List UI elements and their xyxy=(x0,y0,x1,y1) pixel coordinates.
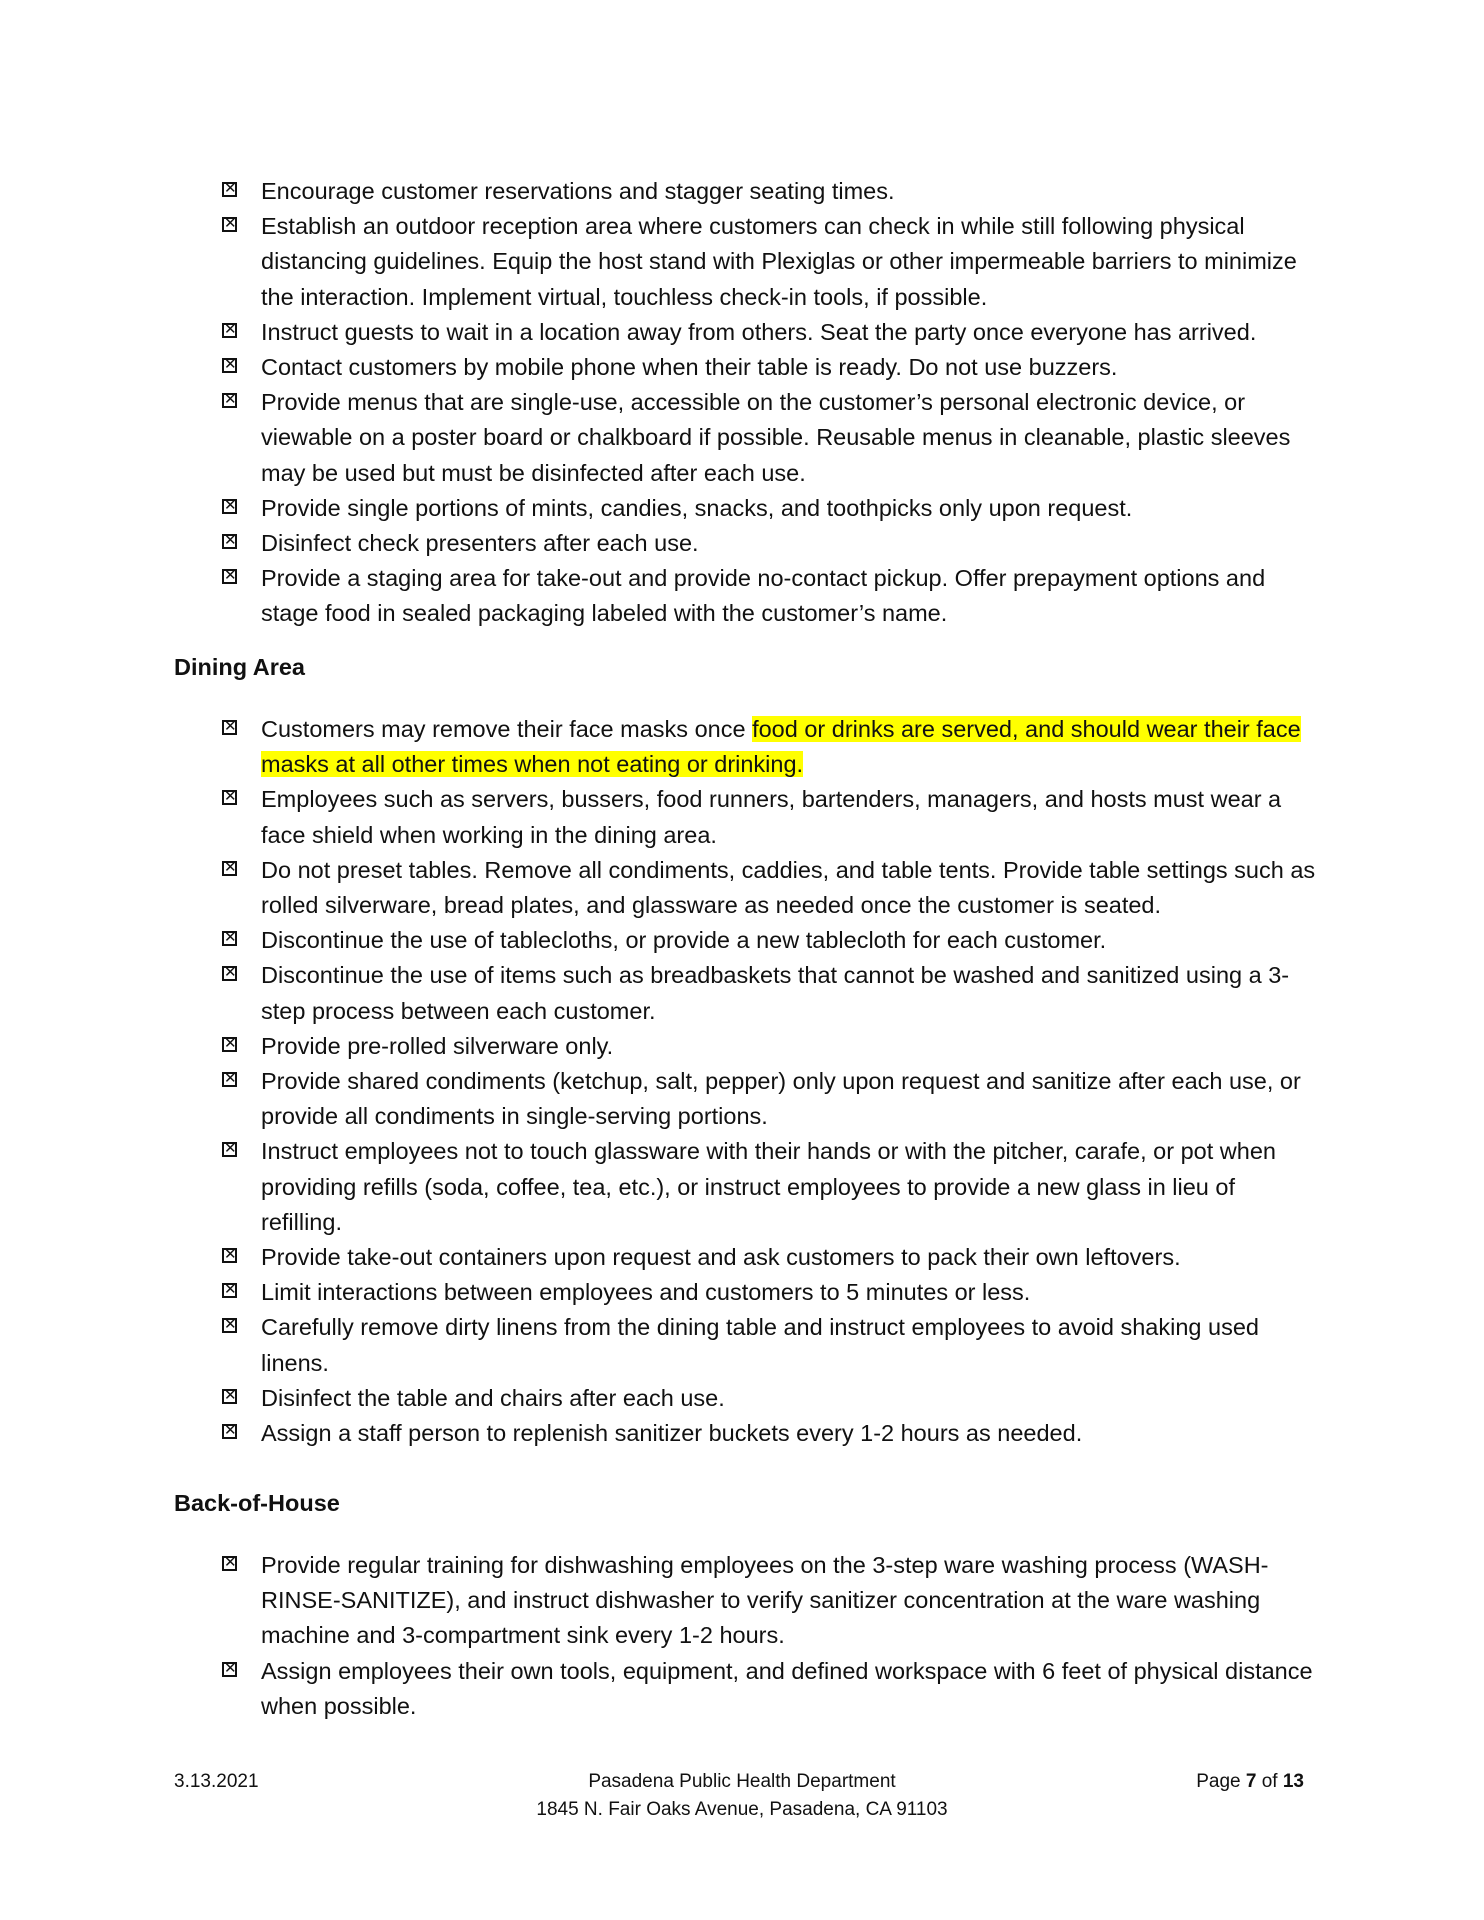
checkbox-checked-icon[interactable]: ✕ xyxy=(224,1139,237,1158)
list-item xyxy=(217,1029,1317,1064)
item-text: Instruct employees not to touch glassware with their hands or with the pitcher, carafe, or pot when providing refills (soda, coffee, tea, etc.), or instruct employees to provide a new glass in lieu of refilling. xyxy=(261,1138,1276,1235)
item-text: Disinfect the table and chairs after each use. xyxy=(261,1384,725,1411)
item-text: Provide shared condiments (ketchup, salt, pepper) only upon request and sanitize after each use, or provide all condiments in single-serving portions. xyxy=(261,1068,1301,1130)
section-heading-dining-area: Dining Area xyxy=(174,654,306,680)
checkbox-checked-icon[interactable]: ✕ xyxy=(224,1033,237,1052)
item-text: Provide a staging area for take-out and provide no-contact pickup. Offer prepayment options and stage food in sealed packaging labeled with the customer’s name. xyxy=(261,565,1266,627)
list-item xyxy=(217,1240,1317,1275)
item-text: Discontinue the use of tablecloths, or provide a new tablecloth for each customer. xyxy=(261,927,1107,954)
checkbox-checked-icon[interactable]: ✕ xyxy=(224,1280,237,1299)
list-item xyxy=(217,315,1317,350)
list-item xyxy=(217,491,1317,526)
list-item xyxy=(217,712,1317,782)
item-text: Encourage customer reservations and stagger seating times. xyxy=(261,178,895,204)
checkbox-checked-icon[interactable]: ✕ xyxy=(224,566,237,585)
item-text: Establish an outdoor reception area where customers can check in while still following physical distancing guidelines. Equip the host stand with Plexiglas or other impermeable barriers to minimize the interaction. Implement virtual, touchless check-in tools, if possible. xyxy=(261,213,1297,310)
checkbox-checked-icon[interactable]: ✕ xyxy=(224,214,237,233)
checkbox-checked-icon[interactable]: ✕ xyxy=(224,857,237,876)
checkbox-checked-icon[interactable]: ✕ xyxy=(224,319,237,338)
item-text: Disinfect check presenters after each use. xyxy=(261,530,699,557)
item-text: Employees such as servers, bussers, food runners, bartenders, managers, and hosts must wear a face shield when working in the dining area. xyxy=(261,786,1282,848)
checkbox-checked-icon[interactable]: ✕ xyxy=(224,1553,237,1571)
checkbox-checked-icon[interactable]: ✕ xyxy=(224,1658,237,1677)
checkbox-checked-icon[interactable]: ✕ xyxy=(224,928,237,947)
checkbox-checked-icon[interactable]: ✕ xyxy=(224,179,237,197)
list-item xyxy=(217,782,1317,852)
checkbox-checked-icon[interactable]: ✕ xyxy=(224,717,237,735)
checkbox-checked-icon[interactable]: ✕ xyxy=(224,787,237,806)
footer-org: Pasadena Public Health Department xyxy=(588,1771,896,1792)
page-of: of xyxy=(1256,1771,1283,1792)
list-item xyxy=(217,1654,1317,1724)
checkbox-checked-icon[interactable]: ✕ xyxy=(224,1069,237,1088)
item-text: Provide pre-rolled silverware only. xyxy=(261,1032,614,1059)
list-item xyxy=(217,1310,1317,1380)
list-item xyxy=(217,958,1317,1028)
list-item xyxy=(217,350,1317,385)
item-text: Contact customers by mobile phone when their table is ready. Do not use buzzers. xyxy=(261,354,1118,381)
list-item xyxy=(217,209,1317,315)
item-text: Carefully remove dirty linens from the dining table and instruct employees to avoid shaking used linens. xyxy=(261,1314,1259,1376)
item-text: Provide single portions of mints, candies, snacks, and toothpicks only upon request. xyxy=(261,494,1133,521)
page-current: 7 xyxy=(1245,1771,1257,1792)
list-item xyxy=(217,853,1317,923)
item-text: Provide take-out containers upon request and ask customers to pack their own leftovers. xyxy=(261,1244,1181,1271)
footer-address: 1845 N. Fair Oaks Avenue, Pasadena, CA 91103 xyxy=(536,1799,948,1820)
checkbox-checked-icon[interactable]: ✕ xyxy=(224,355,237,374)
checkbox-checked-icon[interactable]: ✕ xyxy=(224,1245,237,1264)
checkbox-checked-icon[interactable]: ✕ xyxy=(224,495,237,514)
checklist-dining-area xyxy=(217,712,1317,1451)
checklist-back-of-house xyxy=(217,1548,1317,1724)
page-label: Page xyxy=(1196,1771,1246,1792)
item-text: Limit interactions between employees and customers to 5 minutes or less. xyxy=(261,1279,1031,1306)
item-text: Do not preset tables. Remove all condiments, caddies, and table tents. Provide table settings such as rolled silverware, bread plates, and glassware as needed once the customer is seated. xyxy=(261,856,1316,919)
list-item xyxy=(217,1381,1317,1416)
list-item xyxy=(217,1548,1317,1654)
checkbox-checked-icon[interactable]: ✕ xyxy=(224,1315,237,1334)
page-total: 13 xyxy=(1282,1771,1304,1792)
footer-date: 3.13.2021 xyxy=(174,1771,259,1792)
list-item xyxy=(217,1064,1317,1134)
checklist-top xyxy=(217,174,1317,632)
item-text: Assign employees their own tools, equipment, and defined workspace with 6 feet of physical distance when possible. xyxy=(261,1657,1313,1719)
item-text-plain: Customers may remove their face masks once xyxy=(261,716,753,742)
list-item xyxy=(217,526,1317,561)
section-heading-back-of-house: Back-of-House xyxy=(174,1490,340,1516)
checkbox-checked-icon[interactable]: ✕ xyxy=(224,531,237,550)
item-text: Discontinue the use of items such as breadbaskets that cannot be washed and sanitized using a 3-step process between each customer. xyxy=(261,962,1290,1024)
checkbox-checked-icon[interactable]: ✕ xyxy=(224,1421,237,1440)
item-text-highlight: food or drinks are served, and should wear their face masks at all other times when not eating or drinking. xyxy=(261,716,1301,778)
item-text: Provide menus that are single-use, accessible on the customer’s personal electronic device, or viewable on a poster board or chalkboard if possible. Reusable menus in cleanable, plastic sleeves may be used but must be disinfected after each use. xyxy=(261,389,1291,486)
list-item xyxy=(217,561,1317,631)
list-item xyxy=(217,1275,1317,1310)
list-item xyxy=(217,385,1317,491)
item-text: Assign a staff person to replenish sanitizer buckets every 1-2 hours as needed. xyxy=(261,1420,1083,1447)
checkbox-checked-icon[interactable]: ✕ xyxy=(224,1385,237,1404)
footer-page-number xyxy=(1196,1768,1304,1796)
checkbox-checked-icon[interactable]: ✕ xyxy=(224,390,237,409)
list-item xyxy=(217,923,1317,958)
list-item xyxy=(217,1134,1317,1240)
item-text: Instruct guests to wait in a location away from others. Seat the party once everyone has arrived. xyxy=(261,318,1257,345)
list-item xyxy=(217,1416,1317,1451)
checkbox-checked-icon[interactable]: ✕ xyxy=(224,963,237,982)
item-text: Provide regular training for dishwashing employees on the 3-step ware washing process (WASH-RINSE-SANITIZE), and instruct dishwasher to verify sanitizer concentration at the ware washing machine and 3-compartment sink every 1-2 hours. xyxy=(261,1552,1269,1649)
list-item xyxy=(217,174,1317,209)
